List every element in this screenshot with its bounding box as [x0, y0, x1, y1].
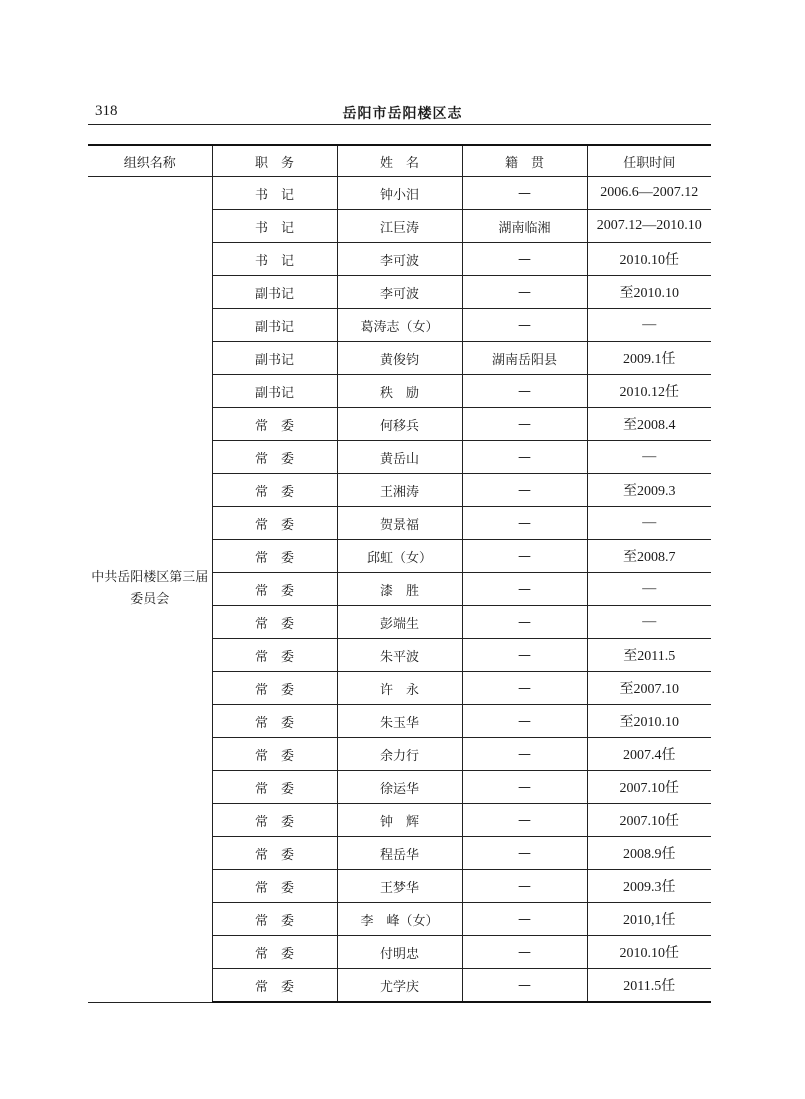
term-cell: 2010,1任 — [587, 903, 711, 936]
name-cell: 徐运华 — [337, 771, 462, 804]
name-cell: 李 峰（女） — [337, 903, 462, 936]
table-header-row — [88, 145, 711, 177]
position-cell: 常 委 — [212, 639, 337, 672]
origin-cell: — — [462, 507, 587, 540]
name-cell: 江巨涛 — [337, 210, 462, 243]
position-cell: 常 委 — [212, 804, 337, 837]
name-cell: 朱平波 — [337, 639, 462, 672]
origin-cell: — — [462, 705, 587, 738]
officials-table — [88, 144, 711, 1003]
name-cell: 黄岳山 — [337, 441, 462, 474]
term-cell: 2009.3任 — [587, 870, 711, 903]
origin-cell: — — [462, 573, 587, 606]
origin-cell: — — [462, 606, 587, 639]
term-cell: 2007.12—2010.10 — [587, 210, 711, 243]
term-cell: — — [587, 507, 711, 540]
name-cell: 王湘涛 — [337, 474, 462, 507]
name-cell: 邱虹（女） — [337, 540, 462, 573]
name-cell: 李可波 — [337, 243, 462, 276]
term-cell: — — [587, 606, 711, 639]
name-cell: 漆 胜 — [337, 573, 462, 606]
term-cell: 至2009.3 — [587, 474, 711, 507]
origin-cell: — — [462, 837, 587, 870]
term-cell: 2009.1任 — [587, 342, 711, 375]
origin-cell: — — [462, 672, 587, 705]
origin-cell: — — [462, 969, 587, 1003]
origin-cell: 湖南临湘 — [462, 210, 587, 243]
name-cell: 许 永 — [337, 672, 462, 705]
position-cell: 常 委 — [212, 672, 337, 705]
name-cell: 李可波 — [337, 276, 462, 309]
position-cell: 常 委 — [212, 474, 337, 507]
term-cell: 2010.12任 — [587, 375, 711, 408]
header-name: 姓 名 — [337, 145, 462, 177]
origin-cell: — — [462, 903, 587, 936]
position-cell: 书 记 — [212, 177, 337, 210]
name-cell: 朱玉华 — [337, 705, 462, 738]
origin-cell: — — [462, 276, 587, 309]
position-cell: 副书记 — [212, 276, 337, 309]
position-cell: 常 委 — [212, 771, 337, 804]
term-cell: 2006.6—2007.12 — [587, 177, 711, 210]
position-cell: 常 委 — [212, 507, 337, 540]
header-origin: 籍 贯 — [462, 145, 587, 177]
header-organization: 组织名称 — [88, 145, 212, 177]
position-cell: 书 记 — [212, 243, 337, 276]
origin-cell: 湖南岳阳县 — [462, 342, 587, 375]
term-cell: 2010.10任 — [587, 936, 711, 969]
term-cell: 2007.4任 — [587, 738, 711, 771]
term-cell: 至2010.10 — [587, 276, 711, 309]
name-cell: 王梦华 — [337, 870, 462, 903]
running-head: 岳阳市岳阳楼区志 — [342, 106, 463, 122]
position-cell: 常 委 — [212, 441, 337, 474]
origin-cell: — — [462, 540, 587, 573]
term-cell: 2007.10任 — [587, 771, 711, 804]
header-term: 任职时间 — [587, 145, 711, 177]
origin-cell: — — [462, 804, 587, 837]
term-cell: 至2007.10 — [587, 672, 711, 705]
origin-cell: — — [462, 177, 587, 210]
position-cell: 副书记 — [212, 342, 337, 375]
term-cell: 2007.10任 — [587, 804, 711, 837]
term-cell: 至2008.7 — [587, 540, 711, 573]
position-cell: 副书记 — [212, 309, 337, 342]
name-cell: 尤学庆 — [337, 969, 462, 1003]
term-cell: 至2010.10 — [587, 705, 711, 738]
term-cell: 至2011.5 — [587, 639, 711, 672]
term-cell: 2008.9任 — [587, 837, 711, 870]
term-cell: 2011.5任 — [587, 969, 711, 1003]
position-cell: 常 委 — [212, 573, 337, 606]
term-cell: 2010.10任 — [587, 243, 711, 276]
origin-cell: — — [462, 474, 587, 507]
position-cell: 副书记 — [212, 375, 337, 408]
term-cell: 至2008.4 — [587, 408, 711, 441]
position-cell: 书 记 — [212, 210, 337, 243]
name-cell: 钟 辉 — [337, 804, 462, 837]
origin-cell: — — [462, 738, 587, 771]
name-cell: 黄俊钧 — [337, 342, 462, 375]
name-cell: 钟小汨 — [337, 177, 462, 210]
name-cell: 何移兵 — [337, 408, 462, 441]
name-cell: 付明忠 — [337, 936, 462, 969]
origin-cell: — — [462, 243, 587, 276]
origin-cell: — — [462, 936, 587, 969]
position-cell: 常 委 — [212, 705, 337, 738]
position-cell: 常 委 — [212, 606, 337, 639]
name-cell: 贺景福 — [337, 507, 462, 540]
term-cell: — — [587, 573, 711, 606]
origin-cell: — — [462, 771, 587, 804]
position-cell: 常 委 — [212, 903, 337, 936]
header-rule — [88, 124, 711, 125]
position-cell: 常 委 — [212, 837, 337, 870]
table-body — [88, 177, 711, 1003]
origin-cell: — — [462, 441, 587, 474]
name-cell: 彭端生 — [337, 606, 462, 639]
term-cell: — — [587, 309, 711, 342]
position-cell: 常 委 — [212, 969, 337, 1003]
origin-cell: — — [462, 639, 587, 672]
header-position: 职 务 — [212, 145, 337, 177]
origin-cell: — — [462, 309, 587, 342]
origin-cell: — — [462, 870, 587, 903]
position-cell: 常 委 — [212, 870, 337, 903]
name-cell: 葛涛志（女） — [337, 309, 462, 342]
position-cell: 常 委 — [212, 408, 337, 441]
page-number: 318 — [95, 103, 118, 119]
position-cell: 常 委 — [212, 540, 337, 573]
origin-cell: — — [462, 375, 587, 408]
organization-cell: 中共岳阳楼区第三届委员会 — [88, 177, 212, 1003]
origin-cell: — — [462, 408, 587, 441]
name-cell: 余力行 — [337, 738, 462, 771]
position-cell: 常 委 — [212, 936, 337, 969]
table-row — [88, 177, 711, 210]
name-cell: 程岳华 — [337, 837, 462, 870]
name-cell: 秩 励 — [337, 375, 462, 408]
position-cell: 常 委 — [212, 738, 337, 771]
term-cell: — — [587, 441, 711, 474]
